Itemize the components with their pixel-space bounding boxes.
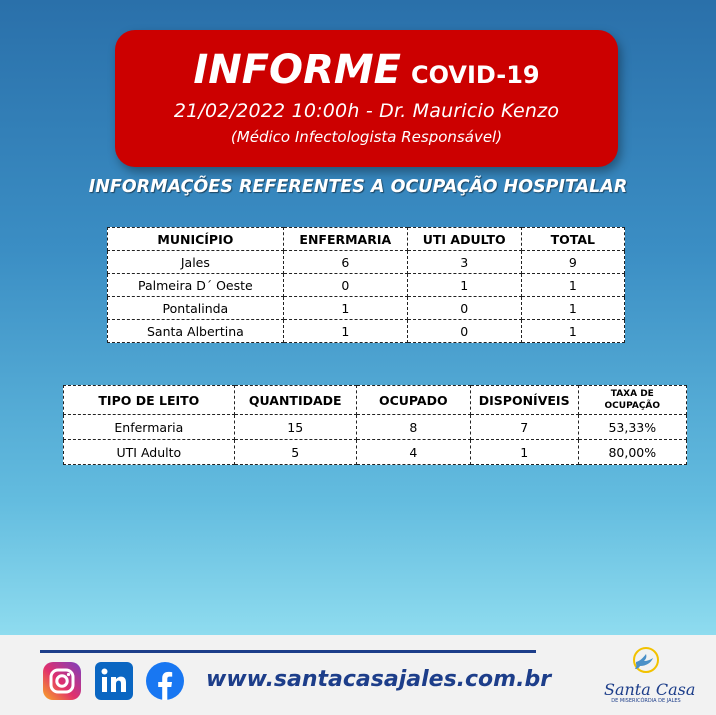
table-row bbox=[64, 415, 687, 440]
banner-subtitle: COVID-19 bbox=[411, 61, 540, 89]
table-cell: 1 bbox=[407, 274, 521, 297]
table-cell: 7 bbox=[470, 415, 578, 440]
table-cell: Jales bbox=[108, 251, 284, 274]
table-cell: 53,33% bbox=[578, 415, 686, 440]
column-header: QUANTIDADE bbox=[234, 386, 356, 415]
table-cell: 9 bbox=[521, 251, 624, 274]
table-row bbox=[64, 440, 687, 465]
linkedin-icon[interactable] bbox=[95, 662, 133, 700]
table-cell: 1 bbox=[283, 297, 407, 320]
table-cell: Enfermaria bbox=[64, 415, 235, 440]
table-row bbox=[108, 320, 625, 343]
table-cell: 0 bbox=[407, 320, 521, 343]
table-cell: 8 bbox=[356, 415, 470, 440]
column-header: OCUPADO bbox=[356, 386, 470, 415]
table-cell: 0 bbox=[283, 274, 407, 297]
banner-title-line bbox=[115, 46, 618, 94]
table-cell: 15 bbox=[234, 415, 356, 440]
title-banner bbox=[115, 30, 618, 167]
column-header: TOTAL bbox=[521, 228, 624, 251]
column-header: MUNICÍPIO bbox=[108, 228, 284, 251]
table-cell: 1 bbox=[283, 320, 407, 343]
instagram-icon[interactable] bbox=[43, 662, 81, 700]
section-title: INFORMAÇÕES REFERENTES A OCUPAÇÃO HOSPITALAR bbox=[88, 177, 628, 197]
table-row bbox=[108, 297, 625, 320]
table-row bbox=[108, 251, 625, 274]
table-cell: 80,00% bbox=[578, 440, 686, 465]
table-row bbox=[108, 274, 625, 297]
column-header: DISPONÍVEIS bbox=[470, 386, 578, 415]
banner-date-author: 21/02/2022 10:00h - Dr. Mauricio Kenzo bbox=[173, 100, 560, 122]
table-header-row bbox=[108, 228, 625, 251]
website-link[interactable]: www.santacasajales.com.br bbox=[206, 667, 552, 692]
banner-author-role: (Médico Infectologista Responsável) bbox=[230, 128, 503, 146]
table-header-row bbox=[64, 386, 687, 415]
municipality-table bbox=[107, 227, 625, 343]
table-cell: 0 bbox=[407, 297, 521, 320]
table-cell: 1 bbox=[521, 320, 624, 343]
santa-casa-logo bbox=[604, 646, 696, 710]
bed-occupancy-table bbox=[63, 385, 687, 465]
footer-divider bbox=[40, 650, 536, 653]
table-cell: UTI Adulto bbox=[64, 440, 235, 465]
table-cell: 1 bbox=[521, 297, 624, 320]
column-header: ENFERMARIA bbox=[283, 228, 407, 251]
column-header bbox=[578, 386, 686, 415]
logo-subtitle: DE MISERICÓRDIA DE JALES bbox=[611, 698, 681, 704]
table-cell: 5 bbox=[234, 440, 356, 465]
table-cell: 1 bbox=[470, 440, 578, 465]
logo-name: Santa Casa bbox=[604, 680, 696, 699]
dove-icon bbox=[626, 646, 666, 676]
facebook-icon[interactable] bbox=[146, 662, 184, 700]
table-cell: Palmeira D´ Oeste bbox=[108, 274, 284, 297]
column-header: UTI ADULTO bbox=[407, 228, 521, 251]
table-cell: 4 bbox=[356, 440, 470, 465]
table-cell: 6 bbox=[283, 251, 407, 274]
column-header: TIPO DE LEITO bbox=[64, 386, 235, 415]
table-cell: Santa Albertina bbox=[108, 320, 284, 343]
column-header-line: TAXA DE bbox=[610, 389, 654, 399]
table-cell: 1 bbox=[521, 274, 624, 297]
table-cell: 3 bbox=[407, 251, 521, 274]
banner-title: INFORME bbox=[193, 47, 401, 93]
column-header-line: OCUPAÇÃO bbox=[604, 401, 661, 411]
table-cell: Pontalinda bbox=[108, 297, 284, 320]
